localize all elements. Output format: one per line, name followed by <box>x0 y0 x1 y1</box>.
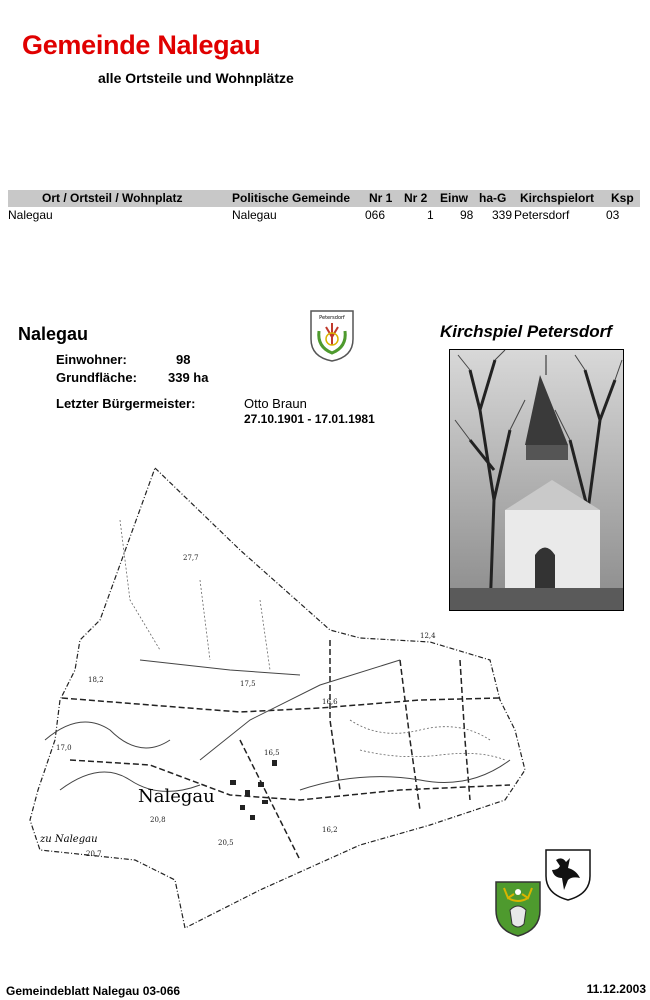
col-ort: Ort / Ortsteil / Wohnplatz <box>42 191 183 205</box>
map-elevation: 17,5 <box>240 680 256 688</box>
map-elevation: 16,6 <box>322 698 338 706</box>
col-ksp: Ksp <box>611 191 634 205</box>
col-nr1: Nr 1 <box>369 191 393 205</box>
eagle-crest-icon <box>544 848 592 902</box>
flaeche-label: Grundfläche: <box>56 370 137 385</box>
place-name: Nalegau <box>18 324 89 344</box>
cell-nr2: 1 <box>427 208 434 222</box>
buergermeister-name: Otto Braun <box>244 396 307 411</box>
col-nr2: Nr 2 <box>404 191 428 205</box>
page-subtitle: alle Ortsteile und Wohnplätze <box>98 70 294 86</box>
map-road-label: zu Nalegau <box>40 834 98 845</box>
petersdorf-crest-label: Petersdorf <box>319 315 345 321</box>
footer-sheet-id: Gemeindeblatt Nalegau 03-066 <box>6 984 181 998</box>
map-elevation: 16,2 <box>322 826 338 834</box>
table-row <box>8 207 640 223</box>
cell-einw: 98 <box>460 208 474 222</box>
col-gemeinde: Politische Gemeinde <box>232 191 351 205</box>
map-elevation: 20,7 <box>86 850 102 858</box>
cell-ha: 339 <box>492 208 513 222</box>
flaeche-value: 339 ha <box>168 370 209 385</box>
deer-crest-icon <box>494 880 542 938</box>
cell-kirchspielort: Petersdorf <box>514 208 570 222</box>
col-kirchspielort: Kirchspielort <box>520 191 595 205</box>
einwohner-value: 98 <box>176 352 191 367</box>
map-elevation: 20,8 <box>150 816 166 824</box>
einwohner-label: Einwohner: <box>56 352 127 367</box>
map-elevation: 20,5 <box>218 839 234 847</box>
historic-map <box>0 460 540 960</box>
col-ha: ha-G <box>479 191 507 205</box>
places-table <box>8 190 640 223</box>
map-elevation: 27,7 <box>183 554 199 562</box>
map-elevation: 16,5 <box>264 749 280 757</box>
map-place-label: Nalegau <box>138 786 215 807</box>
map-elevation: 18,2 <box>88 676 104 684</box>
map-elevation: 12,4 <box>420 632 436 640</box>
table-header-row <box>8 190 640 207</box>
petersdorf-crest-icon <box>309 309 355 363</box>
buergermeister-dates: 27.10.1901 - 17.01.1981 <box>244 412 375 426</box>
kirchspiel-title: Kirchspiel Petersdorf <box>440 322 612 341</box>
col-einw: Einw <box>440 191 469 205</box>
map-elevation: 17,0 <box>56 744 72 752</box>
cell-ksp: 03 <box>606 208 620 222</box>
buergermeister-label: Letzter Bürgermeister: <box>56 396 196 411</box>
footer-date: 11.12.2003 <box>586 982 646 996</box>
cell-nr1: 066 <box>365 208 386 222</box>
cell-gemeinde: Nalegau <box>232 208 277 222</box>
page-title: Gemeinde Nalegau <box>22 30 261 60</box>
cell-ort: Nalegau <box>8 208 53 222</box>
